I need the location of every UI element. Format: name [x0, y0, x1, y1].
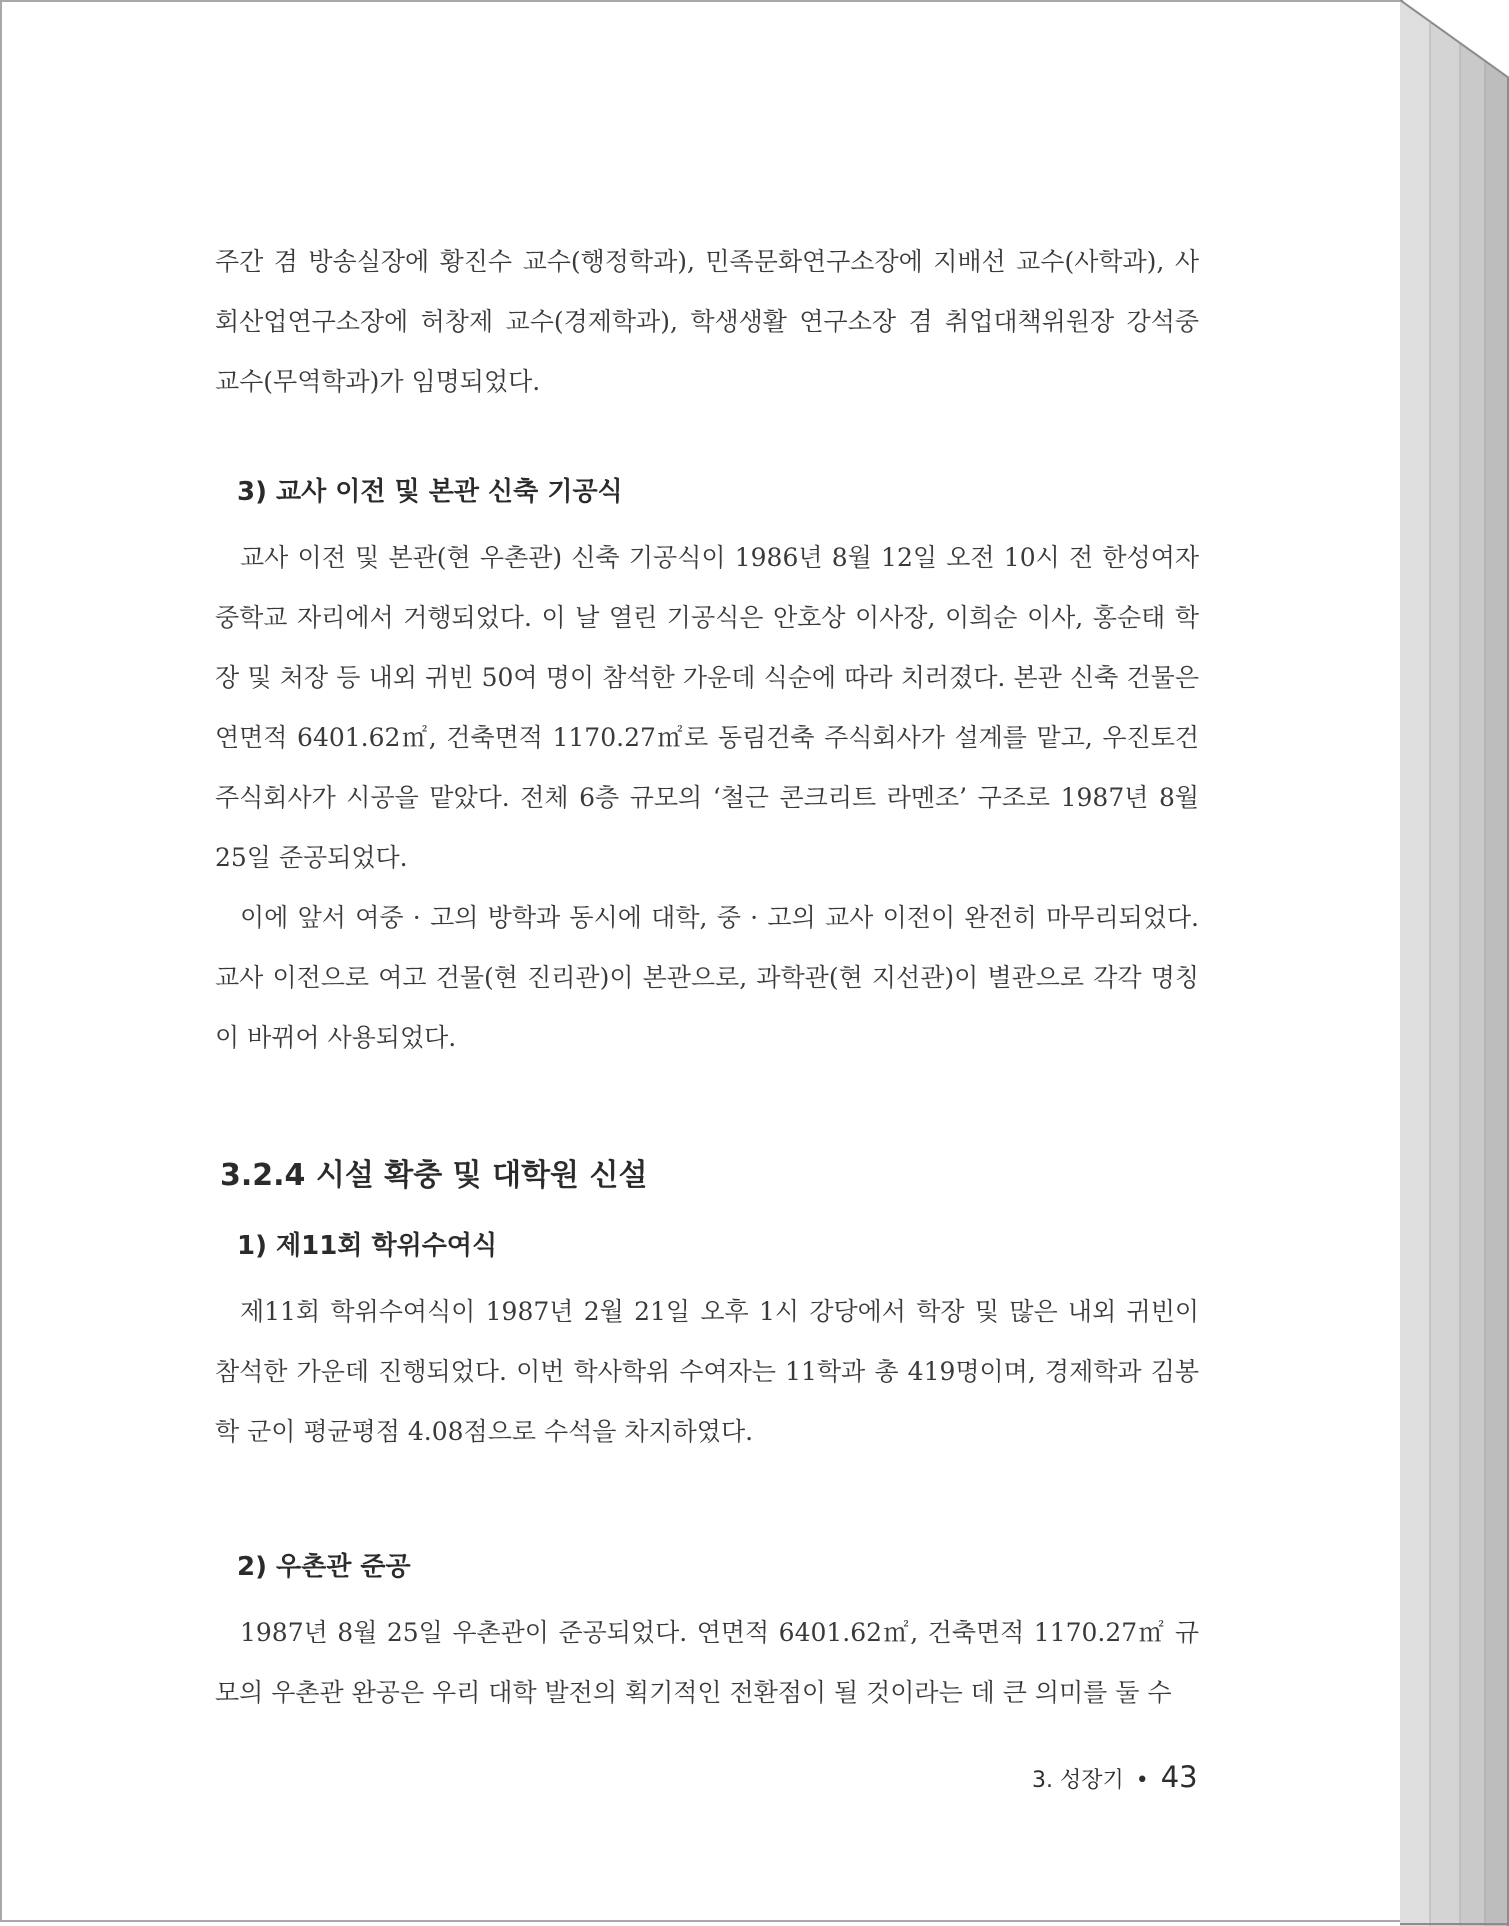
page-content — [215, 232, 1199, 1723]
chapter-section-heading: 3.2.4 시설 확충 및 대학원 신설 — [220, 1158, 648, 1193]
section-heading: 2) 우촌관 준공 — [237, 1552, 411, 1582]
bullet-separator: • — [1135, 1768, 1149, 1793]
section-heading: 1) 제11회 학위수여식 — [237, 1231, 498, 1261]
paragraph: 제11회 학위수여식이 1987년 2월 21일 오후 1시 강당에서 학장 및 많은 내외 귀빈이 참석한 가운데 진행되었다. 이번 학사학위 수여자는 11학과 총 419명이며, 경제학과 김봉학 군이 평균평점 4.08점으로 수석을 차지하였다. — [215, 1297, 1199, 1446]
paragraph: 이에 앞서 여중 · 고의 방학과 동시에 대학, 중 · 고의 교사 이전이 완전히 마무리되었다. 교사 이전으로 여고 건물(현 진리관)이 본관으로, 과학관(현 지선관)이 별관으로 각각 명칭이 바뀌어 사용되었다. — [215, 903, 1199, 1052]
page-number: 43 — [1160, 1760, 1198, 1794]
section-heading: 3) 교사 이전 및 본관 신축 기공식 — [237, 477, 623, 507]
paragraph: 1987년 8월 25일 우촌관이 준공되었다. 연면적 6401.62㎡, 건축면적 1170.27㎡ 규모의 우촌관 완공은 우리 대학 발전의 획기적인 전환점이 될 것이라는 데 큰 의미를 둘 수 — [215, 1618, 1199, 1707]
chapter-label: 3. 성장기 — [1032, 1768, 1124, 1793]
paragraph: 주간 겸 방송실장에 황진수 교수(행정학과), 민족문화연구소장에 지배선 교수(사학과), 사회산업연구소장에 허창제 교수(경제학과), 학생생활 연구소장 겸 취업대책위원장 강석중 교수(무역학과)가 임명되었다. — [215, 247, 1199, 396]
page-footer — [1032, 1760, 1198, 1794]
paragraph: 교사 이전 및 본관(현 우촌관) 신축 기공식이 1986년 8월 12일 오전 10시 전 한성여자중학교 자리에서 거행되었다. 이 날 열린 기공식은 안호상 이사장, 이희순 이사, 홍순태 학장 및 처장 등 내외 귀빈 50여 명이 참석한 가운데 식순에 따라 치러졌다. 본관 신축 건물은 연면적 6401.62㎡, 건축면적 1170.27㎡로 동림건축 주식회사가 설계를 맡고, 우진토건 주식회사가 시공을 맡았다. 전체 6층 규모의 ‘철근 콘크리트 라멘조’ 구조로 1987년 8월 25일 준공되었다. — [215, 543, 1199, 872]
book-page-edges — [1400, 0, 1509, 1926]
